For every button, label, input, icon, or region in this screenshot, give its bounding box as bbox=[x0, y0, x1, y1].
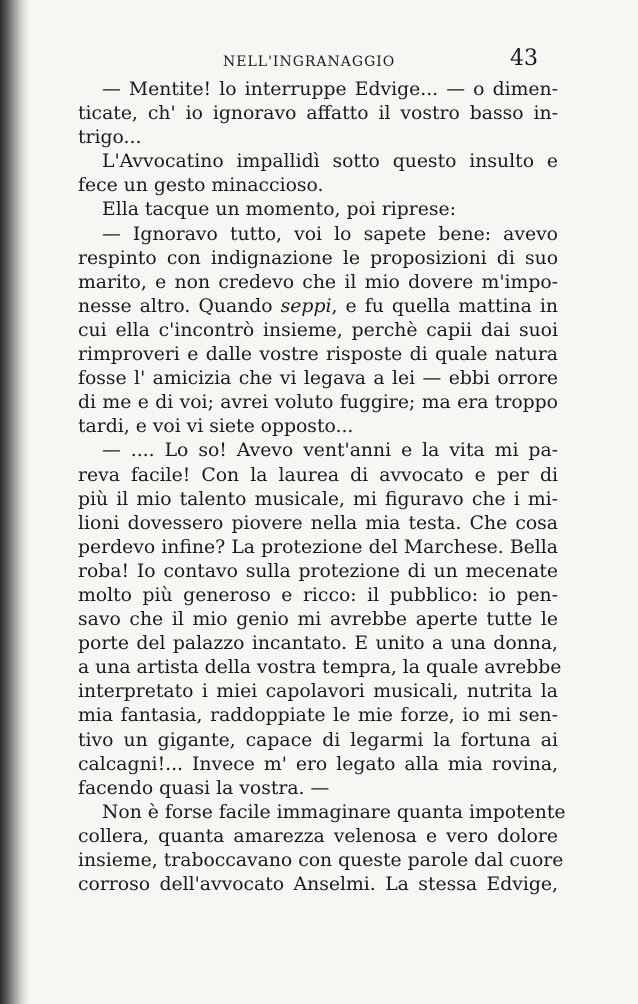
text-line: — .... Lo so! Avevo vent'anni e la vita mi pa- bbox=[102, 440, 558, 462]
text-line: marito, e non credevo che il mio dovere m'impo- bbox=[78, 271, 558, 293]
text-line: Non è forse facile immaginare quanta impotente bbox=[102, 801, 566, 823]
text-line: roba! Io contavo sulla protezione di un mecenate bbox=[78, 560, 558, 582]
text-line: di me e di voi; avrei voluto fuggire; ma era troppo bbox=[78, 392, 558, 414]
text-line: insieme, traboccavano con queste parole dal cuore bbox=[78, 850, 564, 871]
running-title: NELL'INGRANAGGIO bbox=[223, 54, 396, 70]
text-line: L'Avvocatino impallidì sotto questo insulto e bbox=[102, 151, 558, 173]
text-line: — Ignoravo tutto, voi lo sapete bene: avevo bbox=[102, 223, 558, 245]
text-line: più il mio talento musicale, mi figuravo che i mi- bbox=[78, 488, 558, 510]
text-line: tardi, e voi vi siete opposto... bbox=[78, 416, 354, 438]
italic-word: seppi bbox=[280, 295, 332, 317]
text-line: trigo... bbox=[78, 127, 142, 149]
text-line: corroso dell'avvocato Anselmi. La stessa Edvige, bbox=[78, 874, 558, 896]
text-line: calcagni!... Invece m' ero legato alla mia rovina, bbox=[78, 753, 558, 775]
text-line: a una artista della vostra tempra, la quale avrebbe bbox=[78, 657, 562, 679]
text-line: — Mentite! lo interruppe Edvige... — o dimen- bbox=[102, 79, 558, 100]
text-line: cui ella c'incontrò insieme, perchè capii dai suoi bbox=[78, 319, 558, 341]
text-line: perdevo infine? La protezione del Marchese. Bella bbox=[78, 536, 558, 558]
page-header bbox=[78, 46, 538, 74]
text-line: molto più generoso e ricco: il pubblico: io pen- bbox=[78, 584, 558, 606]
text-line: mia fantasia, raddoppiate le mie forze, io mi sen- bbox=[78, 705, 558, 727]
text-line: rimproveri e dalle vostre risposte di quale natura bbox=[78, 344, 558, 366]
text-line: ticate, ch' io ignoravo affatto il vostro basso in- bbox=[78, 103, 558, 125]
text-line: fece un gesto minaccioso. bbox=[78, 175, 324, 197]
text-line: facendo quasi la vostra. — bbox=[78, 777, 330, 799]
text-line: savo che il mio genio mi avrebbe aperte tutte le bbox=[78, 609, 558, 631]
text-line: porte del palazzo incantato. E unito a una donna, bbox=[78, 633, 558, 655]
text-segment: , e fu quella mattina in bbox=[331, 295, 558, 317]
text-line: lioni dovessero piovere nella mia testa. Che cosa bbox=[78, 512, 558, 534]
text-segment: nesse altro. Quando bbox=[78, 295, 273, 317]
body-text bbox=[78, 78, 566, 897]
text-line: collera, quanta amarezza velenosa e vero dolore bbox=[78, 825, 558, 847]
text-line: reva facile! Con la laurea di avvocato e per di bbox=[78, 464, 558, 486]
text-line: tivo un gigante, capace di legarmi la fortuna ai bbox=[78, 729, 558, 751]
text-line: respinto con indignazione le proposizioni di suo bbox=[78, 247, 558, 269]
page-number: 43 bbox=[510, 46, 538, 71]
text-line bbox=[78, 295, 558, 319]
text-line: Ella tacque un momento, poi riprese: bbox=[102, 199, 456, 221]
book-spine-shadow bbox=[0, 0, 30, 1004]
text-line: fosse l' amicizia che vi legava a lei — ebbi orrore bbox=[78, 368, 558, 390]
text-line: interpretato i miei capolavori musicali, nutrita la bbox=[78, 681, 558, 703]
